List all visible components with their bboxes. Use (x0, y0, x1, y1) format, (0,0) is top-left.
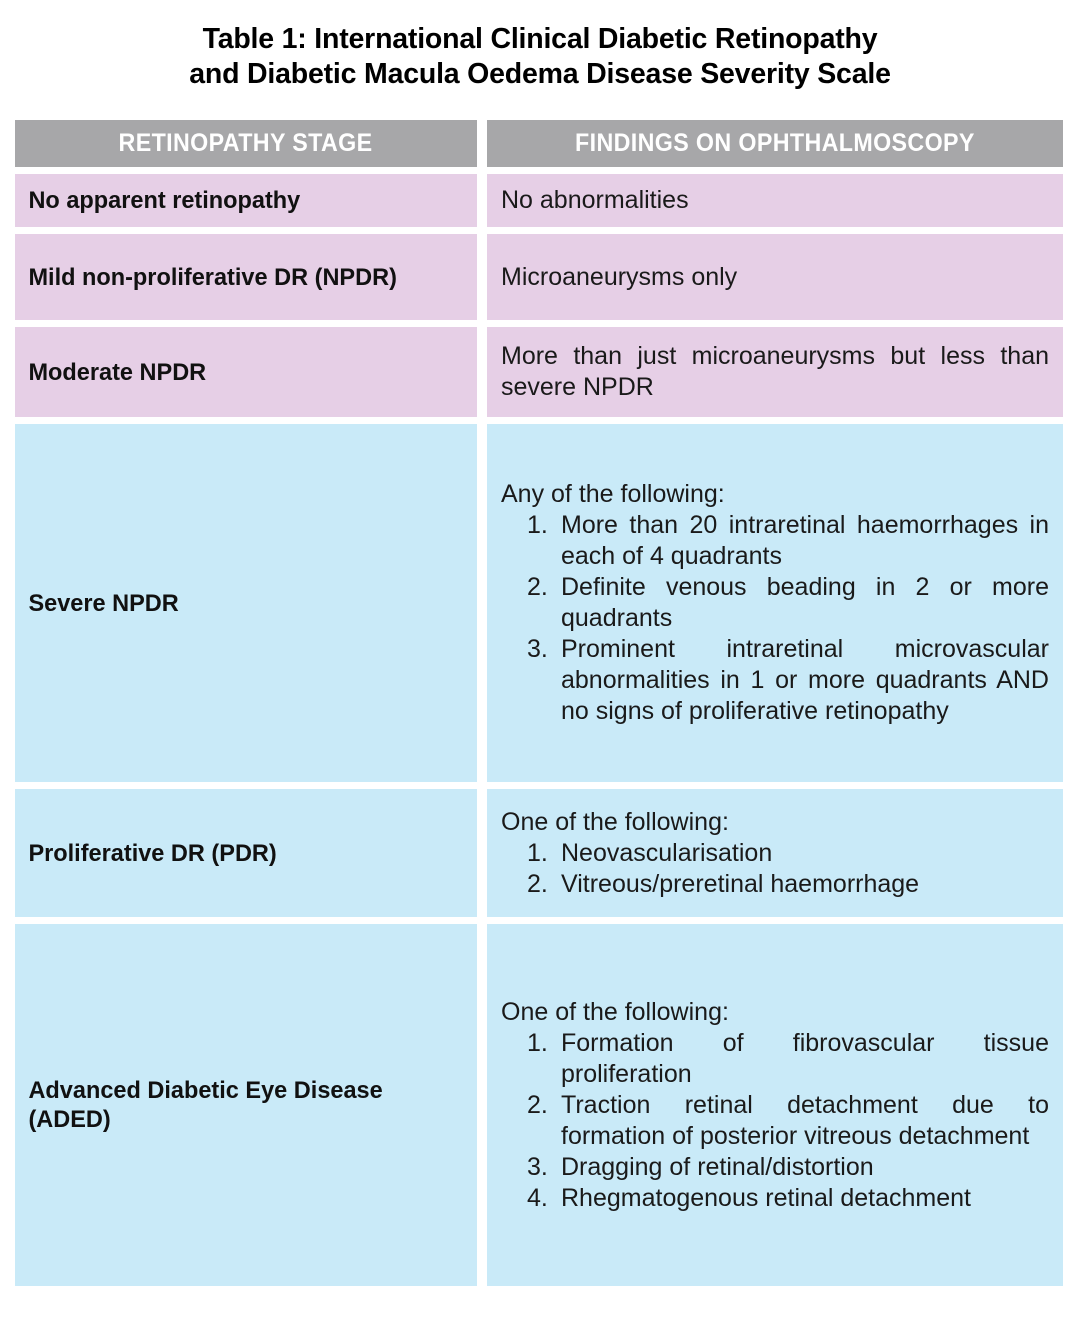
header-label-findings: FINDINGS ON OPHTHALMOSCOPY (575, 129, 975, 157)
stage-label: Severe NPDR (28, 589, 179, 617)
row-stage-cell (15, 924, 477, 1286)
findings-body (487, 797, 1063, 910)
findings-body (487, 469, 1063, 737)
findings-list (501, 1028, 1049, 1214)
figure-title (0, 22, 1080, 92)
stage-label: Moderate NPDR (28, 358, 207, 386)
row-stage-cell (15, 327, 477, 417)
row-findings-cell (487, 924, 1063, 1286)
list-item: Neovascularisation (561, 838, 773, 867)
row-stage-cell (15, 174, 477, 227)
row-findings-cell (487, 789, 1063, 917)
table-row (15, 424, 1063, 782)
stage-label: Proliferative DR (PDR) (28, 839, 277, 867)
list-item: Rhegmatogenous retinal detachment (561, 1183, 971, 1212)
stage-label: No apparent retinopathy (28, 187, 301, 214)
row-stage-cell (15, 789, 477, 917)
findings-body (487, 987, 1063, 1224)
row-findings-cell (487, 327, 1063, 417)
findings-text: No abnormalities (501, 186, 689, 214)
row-findings-cell (487, 424, 1063, 782)
table-row (15, 174, 1063, 227)
table-row (15, 789, 1063, 917)
list-item: Vitreous/preretinal haemorrhage (561, 869, 920, 898)
list-item: Prominent intraretinal microvascular abnormalities in 1 or more quadrants AND no signs of proliferative retinopathy (561, 635, 1049, 725)
figure-title-line-2: and Diabetic Macula Oedema Disease Severity Scale (189, 58, 891, 90)
stage-label: Mild non-proliferative DR (NPDR) (28, 263, 397, 291)
findings-body (487, 175, 1063, 226)
list-item: Traction retinal detachment due to formation of posterior vitreous detachment (561, 1090, 1049, 1150)
table-row (15, 924, 1063, 1286)
findings-list (501, 838, 1049, 900)
stage-label: Advanced Diabetic Eye Disease (ADED) (28, 1077, 383, 1133)
row-findings-cell (487, 234, 1063, 320)
findings-text: Microaneurysms only (501, 262, 738, 291)
figure-title-line-1: Table 1: International Clinical Diabetic Retinopathy (202, 23, 878, 55)
list-item: Formation of fibrovascular tissue proliferation (561, 1028, 1049, 1088)
table-row (15, 234, 1063, 320)
list-item: Definite venous beading in 2 or more quadrants (561, 573, 1049, 632)
findings-list (501, 510, 1049, 727)
severity-scale-table (15, 120, 1063, 1286)
table-header-row (15, 120, 1063, 167)
row-stage-cell (15, 424, 477, 782)
findings-lead-in: Any of the following: (501, 480, 725, 508)
header-cell-stage (15, 120, 477, 167)
list-item: More than 20 intraretinal haemorrhages in each of 4 quadrants (561, 511, 1049, 570)
table-row (15, 327, 1063, 417)
list-item: Dragging of retinal/distortion (561, 1152, 874, 1181)
findings-text: More than just microaneurysms but less than severe NPDR (501, 342, 1049, 401)
header-cell-findings (487, 120, 1063, 167)
findings-body (487, 331, 1063, 413)
row-stage-cell (15, 234, 477, 320)
findings-body (487, 252, 1063, 303)
header-label-stage: RETINOPATHY STAGE (119, 129, 373, 157)
findings-lead-in: One of the following: (501, 997, 729, 1026)
findings-lead-in: One of the following: (501, 807, 729, 836)
row-findings-cell (487, 174, 1063, 227)
